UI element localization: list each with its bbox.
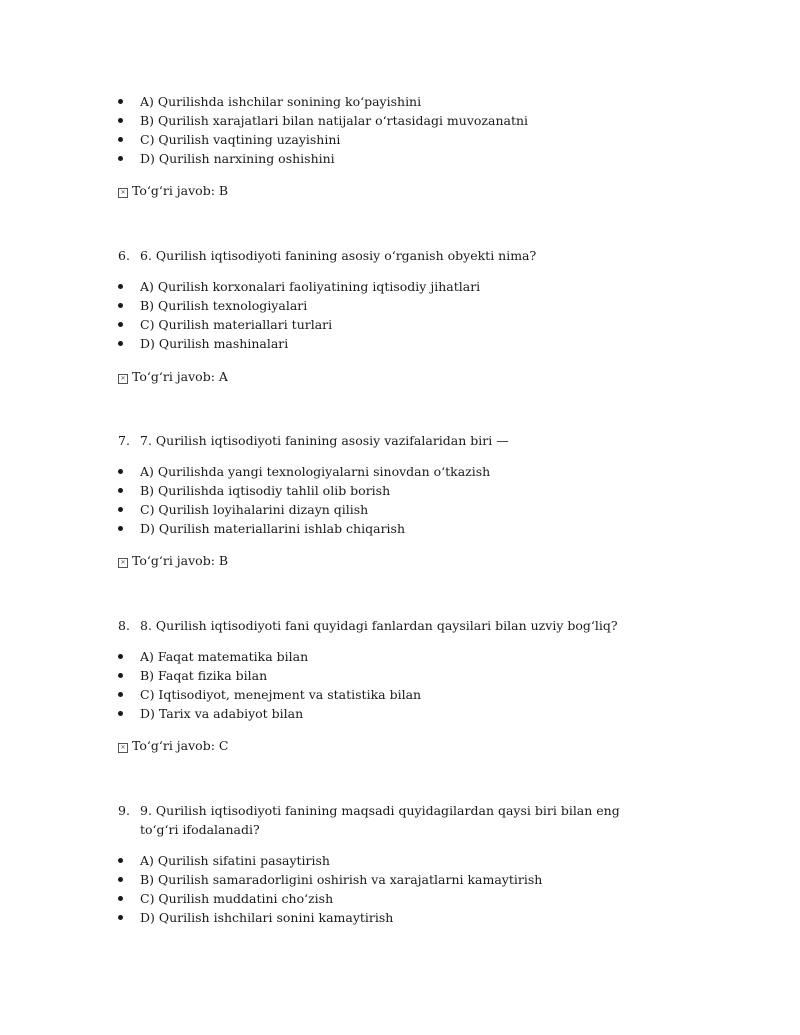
checkbox-icon: ✕ <box>118 374 128 384</box>
option-b: B) Qurilishda iqtisodiy tahlil olib borish <box>0 481 800 500</box>
options-list <box>0 647 800 723</box>
question-number: 6. <box>118 248 130 263</box>
option-c: C) Qurilish muddatini cho‘zish <box>0 889 800 908</box>
option-b: B) Faqat fizika bilan <box>0 666 800 685</box>
answer-line-7 <box>118 551 228 570</box>
question-block-6 <box>0 277 800 353</box>
question-block-8 <box>0 647 800 723</box>
question-text: 7. Qurilish iqtisodiyoti fanining asosiy vazifalaridan biri — <box>140 433 509 448</box>
option-c: C) Qurilish materiallari turlari <box>0 315 800 334</box>
question-block-7 <box>0 462 800 538</box>
option-a: A) Qurilish korxonalari faoliyatining iqtisodiy jihatlari <box>0 277 800 296</box>
answer-line-8 <box>118 736 228 755</box>
option-c: C) Qurilish loyihalarini dizayn qilish <box>0 500 800 519</box>
checkbox-icon: ✕ <box>118 558 128 568</box>
question-number: 8. <box>118 618 130 633</box>
question-block-9 <box>0 851 800 927</box>
option-a: A) Qurilish sifatini pasaytirish <box>0 851 800 870</box>
options-list <box>0 92 800 168</box>
answer-text: To‘g‘ri javob: C <box>132 738 229 753</box>
option-d: D) Qurilish ishchilari sonini kamaytirish <box>0 908 800 927</box>
question-number: 7. <box>118 433 130 448</box>
option-b: B) Qurilish xarajatlari bilan natijalar o‘rtasidagi muvozanatni <box>0 111 800 130</box>
option-d: D) Tarix va adabiyot bilan <box>0 704 800 723</box>
option-d: D) Qurilish mashinalari <box>0 334 800 353</box>
question-block-5-continued <box>0 92 800 168</box>
options-list <box>0 277 800 353</box>
answer-text: To‘g‘ri javob: B <box>132 553 229 568</box>
question-number: 9. <box>118 803 130 818</box>
checkbox-icon: ✕ <box>118 188 128 198</box>
options-list <box>0 462 800 538</box>
question-text: 6. Qurilish iqtisodiyoti fanining asosiy o‘rganish obyekti nima? <box>140 248 537 263</box>
option-a: A) Qurilishda ishchilar sonining ko‘payishini <box>0 92 800 111</box>
option-a: A) Faqat matematika bilan <box>0 647 800 666</box>
option-b: B) Qurilish texnologiyalari <box>0 296 800 315</box>
checkbox-icon: ✕ <box>118 743 128 753</box>
answer-line-6 <box>118 367 228 386</box>
option-b: B) Qurilish samaradorligini oshirish va xarajatlarni kamaytirish <box>0 870 800 889</box>
option-d: D) Qurilish materiallarini ishlab chiqarish <box>0 519 800 538</box>
answer-line-5 <box>118 181 228 200</box>
options-list <box>0 851 800 927</box>
question-text: 9. Qurilish iqtisodiyoti fanining maqsadi quyidagilardan qaysi biri bilan eng to‘g‘ri ifodalanadi? <box>140 803 620 837</box>
question-text: 8. Qurilish iqtisodiyoti fani quyidagi fanlardan qaysilari bilan uzviy bog‘liq? <box>140 618 618 633</box>
option-d: D) Qurilish narxining oshishini <box>0 149 800 168</box>
option-c: C) Iqtisodiyot, menejment va statistika bilan <box>0 685 800 704</box>
option-a: A) Qurilishda yangi texnologiyalarni sinovdan o‘tkazish <box>0 462 800 481</box>
answer-text: To‘g‘ri javob: B <box>132 183 229 198</box>
option-c: C) Qurilish vaqtining uzayishini <box>0 130 800 149</box>
answer-text: To‘g‘ri javob: A <box>132 369 228 384</box>
